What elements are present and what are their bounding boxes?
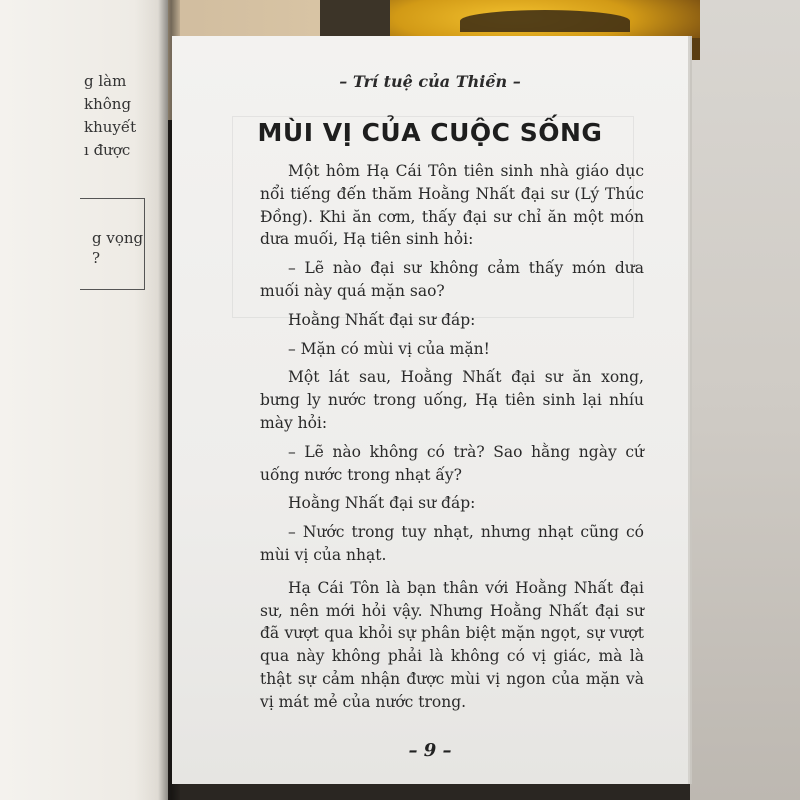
paragraph: Hoằng Nhất đại sư đáp: bbox=[288, 310, 476, 329]
left-box-line: ? bbox=[92, 249, 101, 267]
left-line: khuyết bbox=[84, 118, 137, 136]
left-line: ı được bbox=[84, 141, 131, 159]
paragraph: Hoằng Nhất đại sư đáp: bbox=[288, 494, 476, 513]
page-body bbox=[260, 160, 644, 714]
paragraph: Một lát sau, Hoằng Nhất đại sư ăn xong, bưng ly nước trong uống, Hạ tiên sinh lại nhíu mày hỏi: bbox=[260, 368, 644, 432]
paragraph: Một hôm Hạ Cái Tôn tiên sinh nhà giáo dục nổi tiếng đến thăm Hoằng Nhất đại sư (Lý Thúc Đồng). Khi ăn cơm, thấy đại sư chỉ ăn một món dưa muối, Hạ tiên sinh hỏi: bbox=[260, 162, 644, 249]
paragraph: – Nước trong tuy nhạt, nhưng nhạt cũng có mùi vị của nhạt. bbox=[260, 523, 644, 564]
left-box-line: g vọng bbox=[92, 229, 144, 247]
paragraph: – Lẽ nào đại sư không cảm thấy món dưa muối này quá mặn sao? bbox=[260, 259, 644, 300]
left-box-text bbox=[92, 228, 143, 268]
left-page bbox=[0, 0, 168, 800]
left-line: g làm bbox=[84, 72, 127, 90]
paragraph: – Mặn có mùi vị của mặn! bbox=[288, 339, 490, 358]
chapter-title: MÙI VỊ CỦA CUỘC SỐNG bbox=[257, 118, 603, 147]
left-page-text bbox=[84, 70, 168, 162]
cover-silhouette bbox=[460, 10, 630, 32]
left-line: không bbox=[84, 95, 132, 113]
running-header: – Trí tuệ của Thiền – bbox=[339, 72, 521, 91]
page-number: – 9 – bbox=[408, 740, 452, 761]
book-page bbox=[172, 36, 688, 784]
paragraph: – Lẽ nào không có trà? Sao hằng ngày cứ uống nước trong nhạt ấy? bbox=[260, 442, 644, 484]
table-surface bbox=[690, 0, 800, 800]
paragraph: Hạ Cái Tôn là bạn thân với Hoằng Nhất đại sư, nên mới hỏi vậy. Nhưng Hoằng Nhất đại sư đã vượt qua khỏi sự phân biệt mặn ngọt, sự vượt qua này không phải là không có vị giác, mà là thật sự cảm nhận được mùi vị ngon của mặn và vị mát mẻ của nước trong. bbox=[260, 578, 644, 711]
